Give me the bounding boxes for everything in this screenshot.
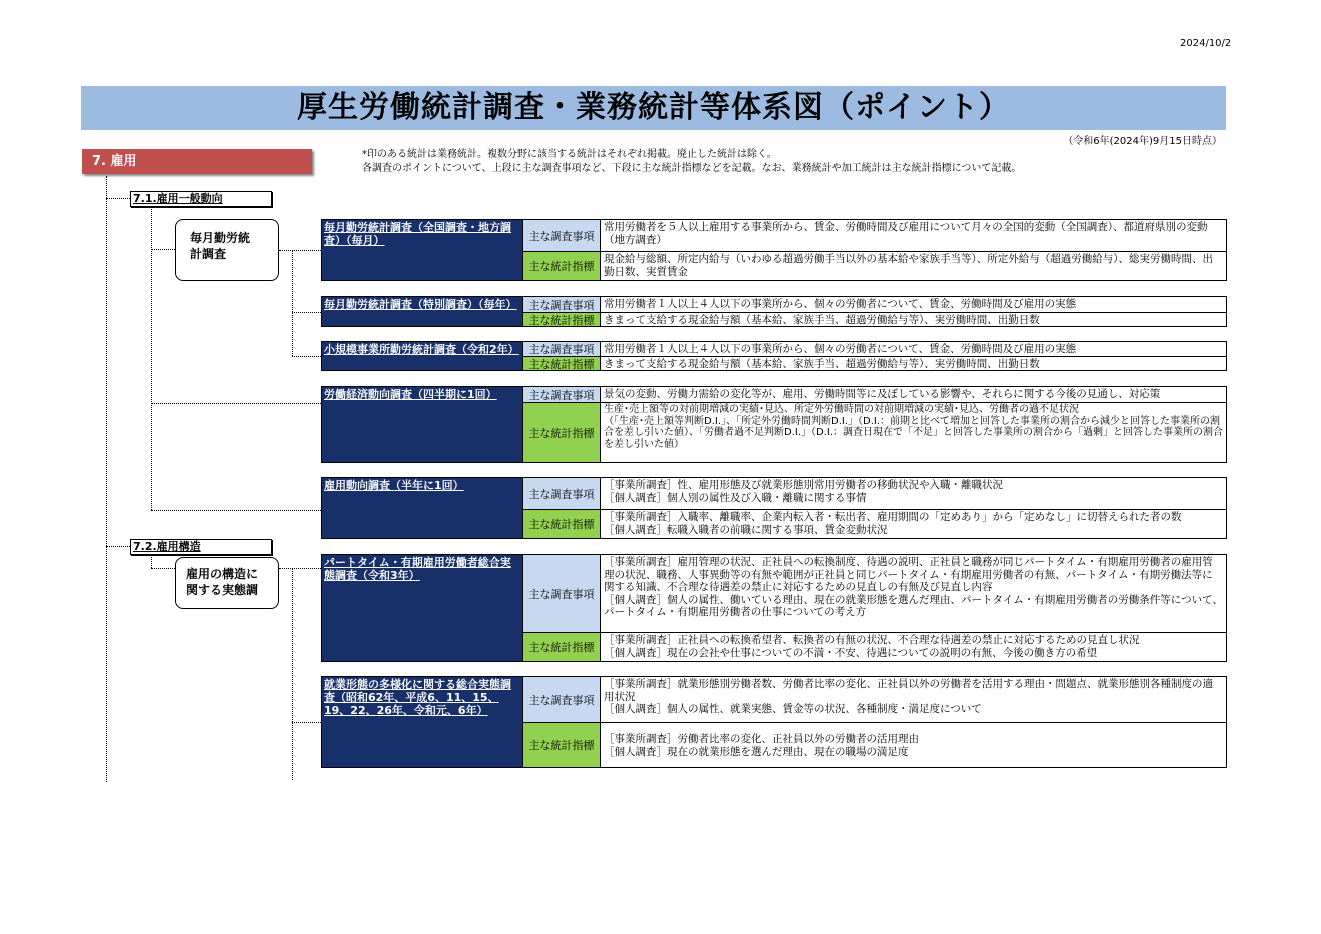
survey-block: [321, 386, 1227, 463]
items-label: 主な調査事項: [522, 387, 600, 402]
survey-block: [321, 676, 1227, 768]
page-title: 厚生労働統計調査・業務統計等体系図（ポイント）: [81, 86, 1226, 130]
items-content: ［事業所調査］性、雇用形態及び就業形態別常用労働者の移動状況や入職・離職状況 ［個人調査］個人別の属性及び入職・離職に関する事情: [600, 478, 1226, 509]
tree-branch-line: [151, 249, 175, 250]
indicators-content: 現金給与総額、所定内給与（いわゆる超過労働手当以外の基本給や家族手当等）、所定外給与（超過労働給与）、総実労働時間、出勤日数、実質賃金: [600, 252, 1226, 280]
indicators-content: きまって支給する現金給与額（基本給、家族手当、超過労働給与等）、実労働時間、出勤日数: [600, 313, 1226, 326]
survey-name: 雇用動向調査（半年に1回）: [322, 478, 522, 538]
items-label: 主な調査事項: [522, 478, 600, 509]
note-line: *印のある統計は業務統計。複数分野に該当する統計はそれぞれ掲載。廃止した統計は除く。: [362, 149, 777, 160]
items-label: 主な調査事項: [522, 342, 600, 356]
tree-branch-line: [151, 568, 175, 569]
tree-branch-line: [292, 722, 321, 723]
survey-name: 毎月勤労統計調査（特別調査）（毎年）: [322, 297, 522, 326]
tree-branch-line: [279, 250, 321, 251]
group-box-employment-structure: 雇用の構造に 関する実態調: [175, 557, 279, 609]
items-content: 常用労働者１人以上４人以下の事業所から、個々の労働者について、賃金、労働時間及び雇用の実態: [600, 342, 1226, 356]
items-label: 主な調査事項: [522, 555, 600, 632]
survey-block: [321, 477, 1227, 539]
tree-line: [292, 568, 293, 780]
indicators-label: 主な統計指標: [522, 403, 600, 462]
note-line: 各調査のポイントについて、上段に主な調査事項など、下段に主な統計指標などを記載。なお、業務統計や加工統計は主な統計指標について記載。: [362, 163, 1022, 174]
items-content: 常用労働者を５人以上雇用する事業所から、賃金、労働時間及び雇用について月々の全国的変動（全国調査）、都道府県別の変動（地方調査）: [600, 220, 1226, 251]
indicators-label: 主な統計指標: [522, 510, 600, 538]
tree-branch-line: [151, 510, 321, 511]
notes: [362, 148, 1021, 176]
survey-name: 労働経済動向調査（四半期に1回）: [322, 387, 522, 462]
indicators-label: 主な統計指標: [522, 252, 600, 280]
survey-block: [321, 554, 1227, 662]
tree-branch-line: [292, 356, 321, 357]
print-date: 2024/10/2: [1180, 38, 1232, 49]
survey-block: [321, 296, 1227, 327]
indicators-content: きまって支給する現金給与額（基本給、家族手当、超過労働給与等）、実労働時間、出勤日数: [600, 357, 1226, 370]
tree-branch-line: [151, 403, 321, 404]
section-label: 7. 雇用: [82, 149, 312, 174]
indicators-label: 主な統計指標: [522, 357, 600, 370]
survey-block: [321, 341, 1227, 371]
indicators-content: 生産･売上額等の対前期増減の実績･見込、所定外労働時間の対前期増減の実績･見込、労働者の過不足状況 （「生産･売上額等判断D.I.」、「所定外労働時間判断D.I.」（D.I.：前期と比べて増加と回答した事業所の割合から減少と回答した事業所の割合を差し引いた値）、「労働者過不足判断D.I.」（D.I.：調査日現在で「不足」と回答した事業所の割合から「過剰」と回答した事業所の割合を差し引いた値）: [600, 403, 1226, 462]
items-content: ［事業所調査］雇用管理の状況、正社員への転換制度、待遇の説明、正社員と職務が同じパートタイム・有期雇用労働者の雇用管理の状況、職務、人事異動等の有無や範囲が正社員と同じパートタイム・有期雇用労働者の有無、パートタイム・有期労働法等に関する知識、不合理な待遇差の禁止に対応するための見直しの有無及び見直し内容 ［個人調査］個人の属性、働いている理由、現在の就業形態を選んだ理由、パートタイム・有期雇用労働者の労働条件等について、パートタイム・有期雇用労働者の仕事についての考え方: [600, 555, 1226, 632]
indicators-content: ［事業所調査］労働者比率の変化、正社員以外の労働者の活用理由 ［個人調査］現在の就業形態を選んだ理由、現在の職場の満足度: [600, 723, 1226, 767]
indicators-label: 主な統計指標: [522, 633, 600, 661]
survey-name: 小規模事業所勤労統計調査（令和2年）: [322, 342, 522, 370]
survey-name: 毎月勤労統計調査（全国調査・地方調査）（毎月）: [322, 220, 522, 280]
survey-name: 就業形態の多様化に関する総合実態調査（昭和62年、平成6、11、15、19、22、26年、令和元、6年）: [322, 677, 522, 767]
tree-trunk-line: [106, 176, 107, 782]
survey-block: [321, 219, 1227, 281]
items-label: 主な調査事項: [522, 297, 600, 312]
items-content: 景気の変動、労働力需給の変化等が、雇用、労働時間等に及ぼしている影響や、それらに関する今後の見通し、対応策: [600, 387, 1226, 402]
items-label: 主な調査事項: [522, 677, 600, 722]
items-content: 常用労働者１人以上４人以下の事業所から、個々の労働者について、賃金、労働時間及び雇用の実態: [600, 297, 1226, 312]
indicators-label: 主な統計指標: [522, 313, 600, 326]
subsection-label-7-2: 7.2.雇用構造: [130, 539, 272, 555]
items-label: 主な調査事項: [522, 220, 600, 251]
items-content: ［事業所調査］就業形態別労働者数、労働者比率の変化、正社員以外の労働者を活用する理由・問題点、就業形態別各種制度の適用状況 ［個人調査］個人の属性、就業実態、賃金等の状況、各種制度・満足度について: [600, 677, 1226, 722]
tree-line: [151, 554, 152, 568]
tree-branch-line: [279, 568, 321, 569]
tree-branch-line: [106, 546, 132, 547]
tree-branch-line: [292, 312, 321, 313]
indicators-content: ［事業所調査］入職率、離職率、企業内転入者・転出者、雇用期間の「定めあり」から「定めなし」に切替えられた者の数 ［個人調査］転職入職者の前職に関する事項、賃金変動状況: [600, 510, 1226, 538]
indicators-label: 主な統計指標: [522, 723, 600, 767]
tree-branch-line: [106, 198, 132, 199]
tree-line: [292, 250, 293, 356]
subsection-label-7-1: 7.1.雇用一般動向: [130, 191, 272, 207]
as-of-date: （令和6年(2024年)9月15日時点）: [1063, 136, 1222, 147]
tree-line: [151, 206, 152, 510]
group-box-monthly-labour: 毎月勤労統 計調査: [175, 219, 279, 281]
survey-name: パートタイム・有期雇用労働者総合実態調査（令和3年）: [322, 555, 522, 661]
indicators-content: ［事業所調査］正社員への転換希望者、転換者の有無の状況、不合理な待遇差の禁止に対応するための見直し状況 ［個人調査］現在の会社や仕事についての不満・不安、待遇についての説明の有無、今後の働き方の希望: [600, 633, 1226, 661]
